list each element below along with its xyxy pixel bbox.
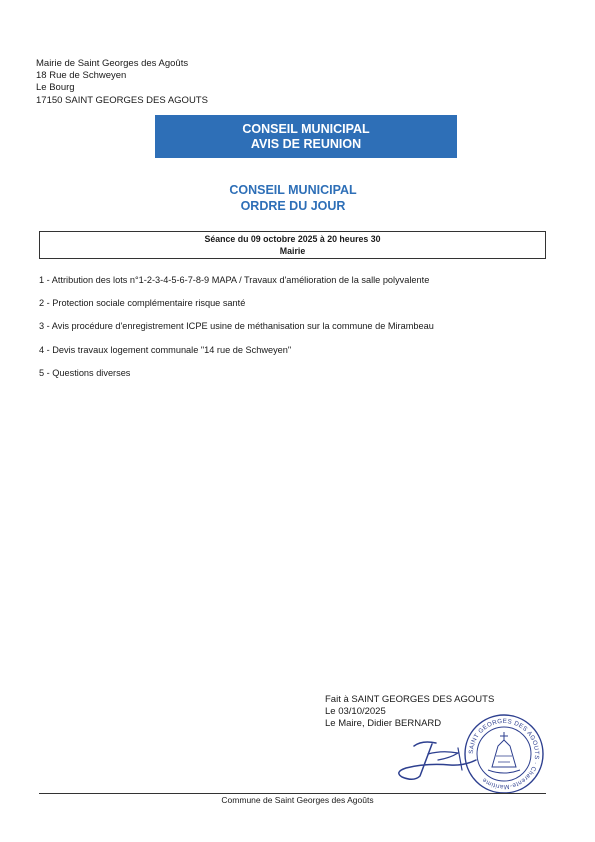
page-footer: Commune de Saint Georges des Agoûts bbox=[221, 795, 374, 805]
notice-banner bbox=[155, 115, 457, 158]
session-info-box bbox=[39, 231, 546, 259]
footer-divider bbox=[39, 793, 546, 794]
heading-line-2: ORDRE DU JOUR bbox=[240, 198, 346, 213]
sender-line-1: Mairie de Saint Georges des Agoûts bbox=[36, 58, 189, 69]
heading-line-1: CONSEIL MUNICIPAL bbox=[229, 183, 357, 197]
signature-place: Fait à SAINT GEORGES DES AGOUTS bbox=[325, 694, 495, 705]
agenda-item: 5 - Questions diverses bbox=[39, 367, 131, 378]
session-date: Séance du 09 octobre 2025 à 20 heures 30 bbox=[204, 234, 381, 244]
banner-line-1: CONSEIL MUNICIPAL bbox=[242, 121, 370, 136]
signature-name: Le Maire, Didier BERNARD bbox=[325, 718, 442, 729]
sender-line-4: 17150 SAINT GEORGES DES AGOUTS bbox=[36, 94, 208, 106]
sender-line-3: Le Bourg bbox=[36, 82, 75, 94]
signature-date: Le 03/10/2025 bbox=[325, 706, 386, 717]
agenda-heading bbox=[155, 183, 431, 214]
session-place: Mairie bbox=[279, 245, 306, 256]
official-seal-stamp bbox=[462, 712, 546, 796]
sender-line-2: 18 Rue de Schweyen bbox=[36, 70, 127, 82]
agenda-item: 3 - Avis procédure d'enregistrement ICPE usine de méthanisation sur la commune de Mirambeau bbox=[39, 321, 434, 332]
agenda-item: 4 - Devis travaux logement communale "14 rue de Schweyen" bbox=[39, 344, 292, 355]
sender-address bbox=[36, 58, 208, 107]
svg-text:SAINT GEORGES DES AGOUTS · Cha: SAINT GEORGES DES AGOUTS · Charente-Maritime bbox=[467, 717, 541, 791]
agenda-item: 2 - Protection sociale complémentaire risque santé bbox=[39, 298, 246, 309]
banner-line-2: AVIS DE REUNION bbox=[250, 136, 362, 151]
agenda-list bbox=[39, 275, 434, 391]
agenda-item: 1 - Attribution des lots n°1-2-3-4-5-6-7-8-9 MAPA / Travaux d'amélioration de la salle polyvalente bbox=[39, 275, 430, 285]
